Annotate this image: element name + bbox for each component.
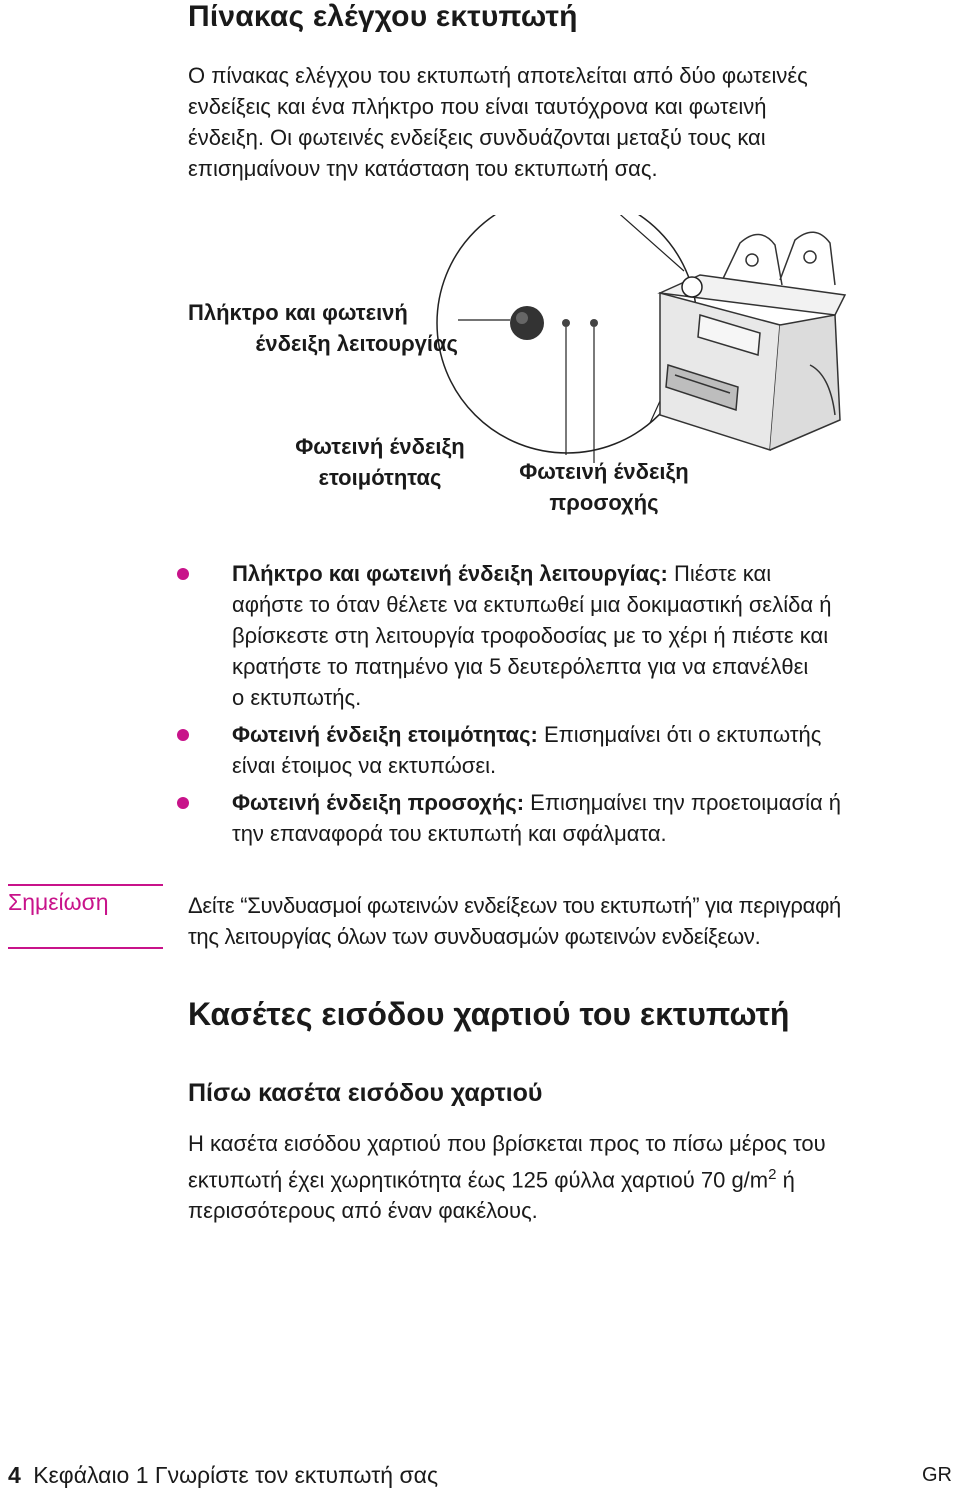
- note-label: Σημείωση: [8, 889, 109, 915]
- attention-light-icon: [590, 319, 598, 327]
- intro-line: Ο πίνακας ελέγχου του εκτυπωτή αποτελείται από δύο φωτεινές: [188, 63, 808, 88]
- intro-paragraph: [188, 60, 948, 184]
- note-text: Δείτε “Συνδυασμοί φωτεινών ενδείξεων του εκτυπωτή” για περιγραφή της λειτουργίας όλων των συνδυασμών φωτεινών ενδείξεων.: [188, 893, 841, 949]
- section-title: Πίνακας ελέγχου εκτυπωτή: [188, 0, 578, 33]
- bullet-icon: [177, 729, 189, 741]
- footer-left: [8, 1462, 438, 1489]
- panel-callout-circle: [682, 277, 702, 297]
- ready-callout: Φωτεινή ένδειξη ετοιμότητας: [295, 434, 465, 490]
- note-rule-bottom: [8, 947, 163, 949]
- intro-line: επισημαίνουν την κατάσταση του εκτυπωτή σας.: [188, 156, 658, 181]
- magnifier-circle: [437, 215, 697, 453]
- page-number: 4: [8, 1462, 21, 1488]
- power-callout: Πλήκτρο και φωτεινή ένδειξη λειτουργίας: [188, 300, 458, 356]
- section2-title: Κασέτες εισόδου χαρτιού του εκτυπωτή: [188, 996, 790, 1032]
- section2-paragraph: Η κασέτα εισόδου χαρτιού που βρίσκεται προς το πίσω μέρος του εκτυπωτή έχει χωρητικότητα έως 125 φύλλα χαρτιού 70 $g/m^2$ ή περισσότερους από έναν φακέλους.: [188, 1131, 826, 1224]
- chapter-title: Κεφάλαιο 1 Γνωρίστε τον εκτυπωτή σας: [33, 1462, 439, 1488]
- printer-icon: [660, 232, 845, 450]
- intro-line: ενδείξεις και ένα πλήκτρο που είναι ταυτόχρονα και φωτεινή: [188, 94, 767, 119]
- power-button-icon: [510, 306, 544, 340]
- bullet-item-ready: Φωτεινή ένδειξη ετοιμότητας: Επισημαίνει ότι ο εκτυπωτής είναι έτοιμος να εκτυπώσει.: [232, 722, 822, 778]
- intro-line: ένδειξη. Οι φωτεινές ενδείξεις συνδυάζονται μεταξύ τους και: [188, 125, 766, 150]
- footer-lang: GR: [922, 1464, 952, 1486]
- bullet-icon: [177, 797, 189, 809]
- ready-light-icon: [562, 319, 570, 327]
- note-rule-top: [8, 884, 163, 886]
- bullet-item-attention: Φωτεινή ένδειξη προσοχής: Επισημαίνει την προετοιμασία ή την επαναφορά του εκτυπωτή και σφάλματα.: [232, 790, 842, 846]
- bullet-icon: [177, 568, 189, 580]
- attention-callout: Φωτεινή ένδειξη προσοχής: [519, 459, 689, 515]
- section2-subtitle: Πίσω κασέτα εισόδου χαρτιού: [188, 1079, 543, 1107]
- bullet-item-power: Πλήκτρο και φωτεινή ένδειξη λειτουργίας: Πιέστε και αφήστε το όταν θέλετε να εκτυπωθεί μια δοκιμαστική σελίδα ή βρίσκεστε στη λειτουργία τροφοδοσίας με το χέρι ή πιέστε και κρατήστε το πατημένο για 5 δευτερόλεπτα για να επανέλθει ο εκτυπωτής.: [232, 561, 832, 710]
- magnifier-guide-line: [605, 215, 684, 271]
